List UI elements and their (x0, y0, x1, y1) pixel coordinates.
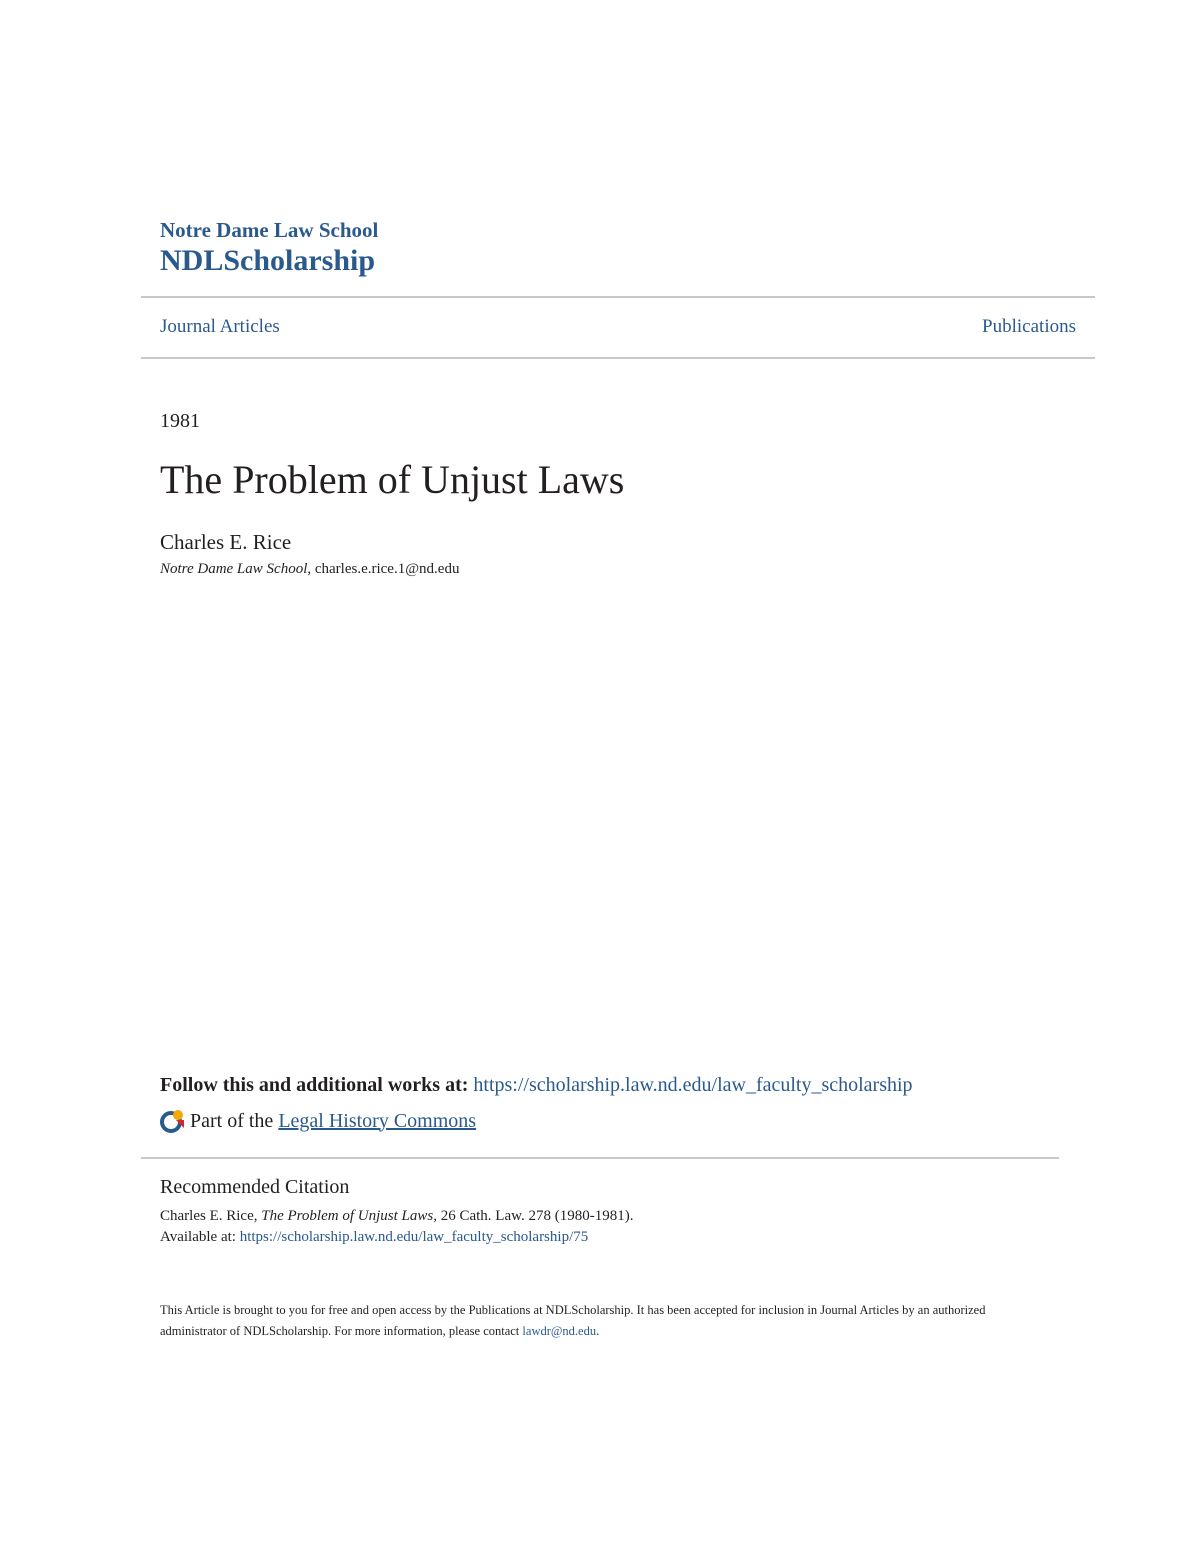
contact-email-link[interactable]: lawdr@nd.edu (522, 1324, 597, 1338)
citation-heading: Recommended Citation (160, 1176, 350, 1198)
follow-label: Follow this and additional works at: (160, 1074, 469, 1096)
affiliation-name: Notre Dame Law School (160, 561, 308, 577)
notice-end: . (596, 1324, 600, 1338)
author-email: charles.e.rice.1@nd.edu (314, 561, 460, 577)
citation-divider (141, 1157, 1059, 1159)
institution-name[interactable]: Notre Dame Law School (160, 218, 379, 242)
available-label: Available at: (160, 1229, 236, 1245)
publication-year: 1981 (160, 410, 200, 432)
part-of-prefix: Part of the (190, 1109, 274, 1132)
citation-author: Charles E. Rice, (160, 1208, 258, 1224)
collection-link[interactable]: Journal Articles (160, 316, 280, 337)
part-of-line (160, 1108, 476, 1134)
notice-text: This Article is brought to you for free and open access by the Publications at NDLScholarship. It has been accepted for inclusion in Journal Articles by an authorized administrator of NDLScholarship. For more information, please contact (160, 1303, 986, 1338)
repository-name[interactable]: NDLScholarship (160, 244, 376, 277)
article-title: The Problem of Unjust Laws (160, 457, 625, 502)
citation-line (160, 1208, 633, 1225)
bepress-commons-logo-icon (160, 1108, 186, 1134)
available-url-link[interactable]: https://scholarship.law.nd.edu/law_faculty_scholarship/75 (239, 1229, 589, 1245)
citation-source: 26 Cath. Law. 278 (1980-1981). (440, 1208, 634, 1224)
author-name: Charles E. Rice (160, 530, 292, 554)
commons-link[interactable]: Legal History Commons (278, 1109, 477, 1132)
header-divider-bottom (141, 357, 1095, 359)
follow-url-link[interactable]: https://scholarship.law.nd.edu/law_faculty_scholarship (473, 1074, 913, 1096)
citation-title: The Problem of Unjust Laws, (261, 1208, 437, 1224)
header-divider-top (141, 296, 1095, 298)
follow-line (160, 1074, 913, 1097)
publications-link[interactable]: Publications (982, 316, 1076, 337)
citation-available-line (160, 1229, 588, 1246)
access-notice (160, 1300, 1040, 1342)
author-affiliation: Notre Dame Law School, charles.e.rice.1@nd.edu (160, 561, 460, 577)
